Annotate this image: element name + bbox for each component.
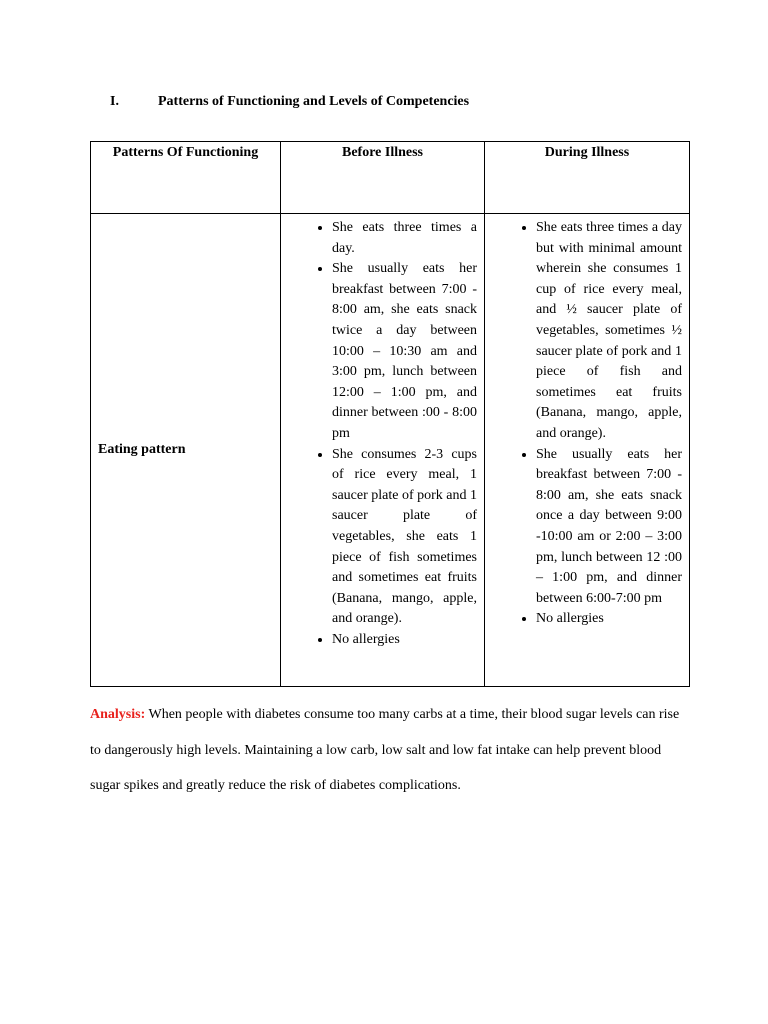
list-item: • No allergies <box>332 630 477 651</box>
list-item: • She usually eats her breakfast between 7:00 - 8:00 am, she eats snack once a day between 9:00 -10:00 am or 2:00 – 3:00 pm, lunch between 12 :00 – 1:00 pm, and dinner between 6:00-7:00 pm <box>536 445 682 610</box>
table-header-row <box>91 142 690 214</box>
list-item: • She eats three times a day but with minimal amount wherein she consumes 1 cup of rice every meal, and ½ saucer plate of vegetables, sometimes ½ saucer plate of pork and 1 piece of fish and sometimes eat fruits (Banana, mango, apple, and orange). <box>536 218 682 445</box>
row-label-eating-pattern: Eating pattern <box>91 214 281 687</box>
list-item: • No allergies <box>536 609 682 630</box>
analysis-paragraph <box>90 697 690 804</box>
analysis-label: Analysis: <box>90 707 146 722</box>
list-item: • She usually eats her breakfast between 7:00 - 8:00 am, she eats snack twice a day between 10:00 – 10:30 am and 3:00 pm, lunch between 12:00 – 1:00 pm, and dinner between :00 - 8:00 pm <box>332 259 477 444</box>
header-patterns: Patterns Of Functioning <box>91 142 281 214</box>
during-illness-list <box>485 214 689 666</box>
cell-during-illness <box>485 214 690 687</box>
analysis-text: When people with diabetes consume too many carbs at a time, their blood sugar levels can rise to dangerously high levels. Maintaining a low carb, low salt and low fat intake can help prevent blood sugar spikes and greatly reduce the risk of diabetes complications. <box>90 707 680 793</box>
section-number: I. <box>110 94 119 109</box>
list-item: • She consumes 2-3 cups of rice every meal, 1 saucer plate of pork and 1 saucer plate of vegetables, she eats 1 piece of fish sometimes and sometimes eat fruits (Banana, mango, apple, and orange). <box>332 445 477 630</box>
functioning-table <box>90 141 690 687</box>
header-before-illness: Before Illness <box>281 142 485 214</box>
header-during-illness: During Illness <box>485 142 690 214</box>
cell-before-illness <box>281 214 485 687</box>
before-illness-list <box>281 214 484 686</box>
section-title: Patterns of Functioning and Levels of Competencies <box>158 94 470 109</box>
section-heading <box>110 94 469 110</box>
table-row <box>91 214 690 687</box>
list-item: • She eats three times a day. <box>332 218 477 259</box>
